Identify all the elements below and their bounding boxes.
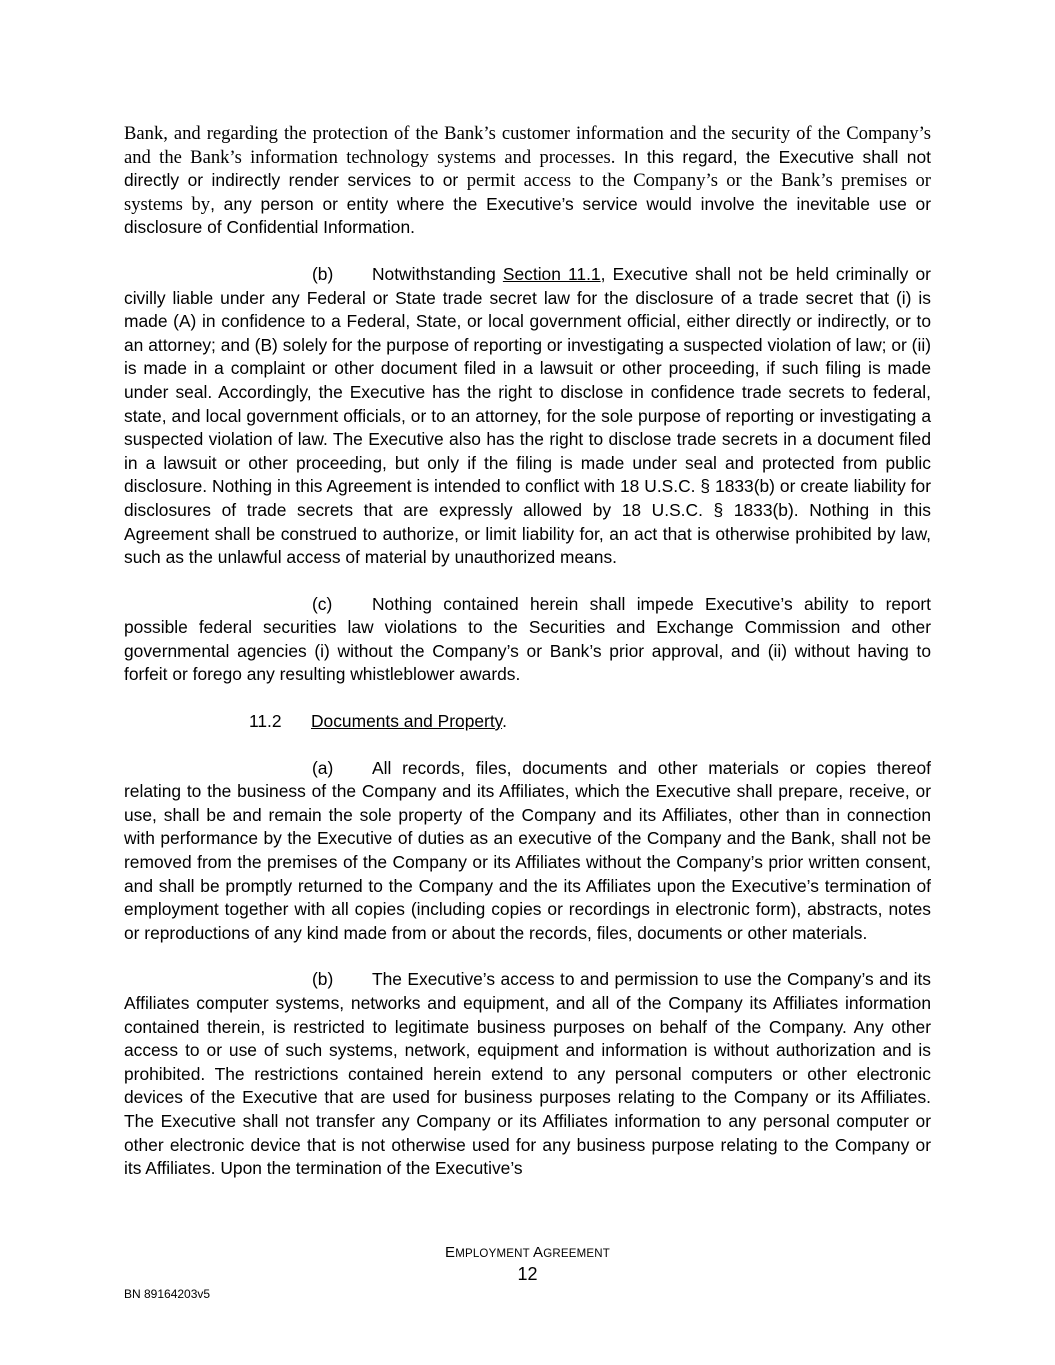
p1-sans-text-2: , any person or entity where the Executive’s service would involve the inevitable use or disclosure of Confidential Information. xyxy=(124,193,931,238)
clause-label-c: (c) xyxy=(312,593,333,614)
p1-sans-text: In this regard, the Executive shall not directly or indirectly render services to or xyxy=(124,146,931,191)
clause-label-b-2: (b) xyxy=(312,969,334,990)
section-title-suffix: . xyxy=(502,711,507,732)
paragraph-b-trade-secrets xyxy=(124,263,931,570)
clause-b-text: , Executive shall not be held criminally or civilly liable under any Federal or State trade secret law for the disclosure of a trade secret that (i) is made (A) in confidence to a Federal, State, or local government official, either directly or indirectly, or to an attorney; and (B) solely for the purpose of reporting or investigating a suspected violation of law; or (ii) is made in a complaint or other document filed in a lawsuit or other proceeding, if such filing is made under seal. Accordingly, the Executive has the right to disclose in confidence trade secrets to federal, state, and local government officials, or to an attorney, for the sole purpose of reporting or investigating a suspected violation of law. The Executive also has the right to disclose trade secrets in a document filed in a lawsuit or other proceeding, but only if the filing is made under seal and protected from public disclosure. Nothing in this Agreement is intended to conflict with 18 U.S.C. § 1833(b) or create liability for disclosures of trade secrets that are expressly allowed by 18 U.S.C. § 1833(b). Nothing in this Agreement shall be construed to authorize, or limit liability for, an act that is otherwise prohibited by law, such as the unlawful access of material by unauthorized means. xyxy=(124,263,931,568)
clause-label-b: (b) xyxy=(312,263,334,284)
section-number: 11.2 xyxy=(249,711,282,732)
page-number: 12 xyxy=(517,1264,538,1284)
paragraph-confidentiality-continuation xyxy=(124,122,931,240)
document-body xyxy=(124,122,931,1181)
clause-a-text: All records, files, documents and other materials or copies thereof relating to the business of the Company and its Affiliates, which the Executive shall prepare, receive, or use, shall be and remain the sole property of the Company and its Affiliates, other than in connection with performance by the Executive of duties as an executive of the Company and the Bank, shall not be removed from the premises of the Company or its Affiliates without the Company’s prior written consent, and shall be promptly returned to the Company and the its Affiliates upon the Executive’s termination of employment together with all copies (including copies or recordings in electronic form), abstracts, notes or reproductions of any kind made from or about the records, files, documents or other materials. xyxy=(124,757,931,943)
clause-b-pre: Notwithstanding xyxy=(372,263,503,284)
p1-serif-text-2: permit access to the Company’s or the Bank’s premises or systems by xyxy=(124,170,931,215)
clause-label-a: (a) xyxy=(312,757,334,778)
paragraph-b-computer-access xyxy=(124,968,931,1180)
footer-document-title: EMPLOYMENT AGREEMENT xyxy=(444,1244,611,1261)
paragraph-c-whistleblower xyxy=(124,593,931,687)
p1-serif-text: Bank, and regarding the protection of the Bank’s customer information and the security of the Company’s and the Bank’s information technology systems and processes. xyxy=(124,123,931,168)
section-reference-link: Section 11.1 xyxy=(502,263,601,284)
section-heading-11-2 xyxy=(124,710,931,734)
section-title: Documents and Property xyxy=(311,711,503,732)
document-id: BN 89164203v5 xyxy=(124,1287,211,1301)
clause-c-text: Nothing contained herein shall impede Executive’s ability to report possible federal securities law violations to the Securities and Exchange Commission and other governmental agencies (i) without the Company’s or Bank’s prior approval, and (ii) without having to forfeit or forego any resulting whistleblower awards. xyxy=(124,593,931,685)
paragraph-a-records xyxy=(124,757,931,946)
clause-b2-text: The Executive’s access to and permission to use the Company’s and its Affiliates computer systems, networks and equipment, and all of the Company its Affiliates information contained therein, is restricted to legitimate business purposes on behalf of the Company. Any other access to or use of such systems, network, equipment and information is without authorization and is prohibited. The restrictions contained herein extend to any personal computers or other electronic devices of the Executive that are used for business purposes relating to the Company or its Affiliates. The Executive shall not transfer any Company or its Affiliates information to any personal computer or other electronic device that is not otherwise used for any business purpose relating to the Company or its Affiliates. Upon the termination of the Executive’s xyxy=(124,969,931,1179)
